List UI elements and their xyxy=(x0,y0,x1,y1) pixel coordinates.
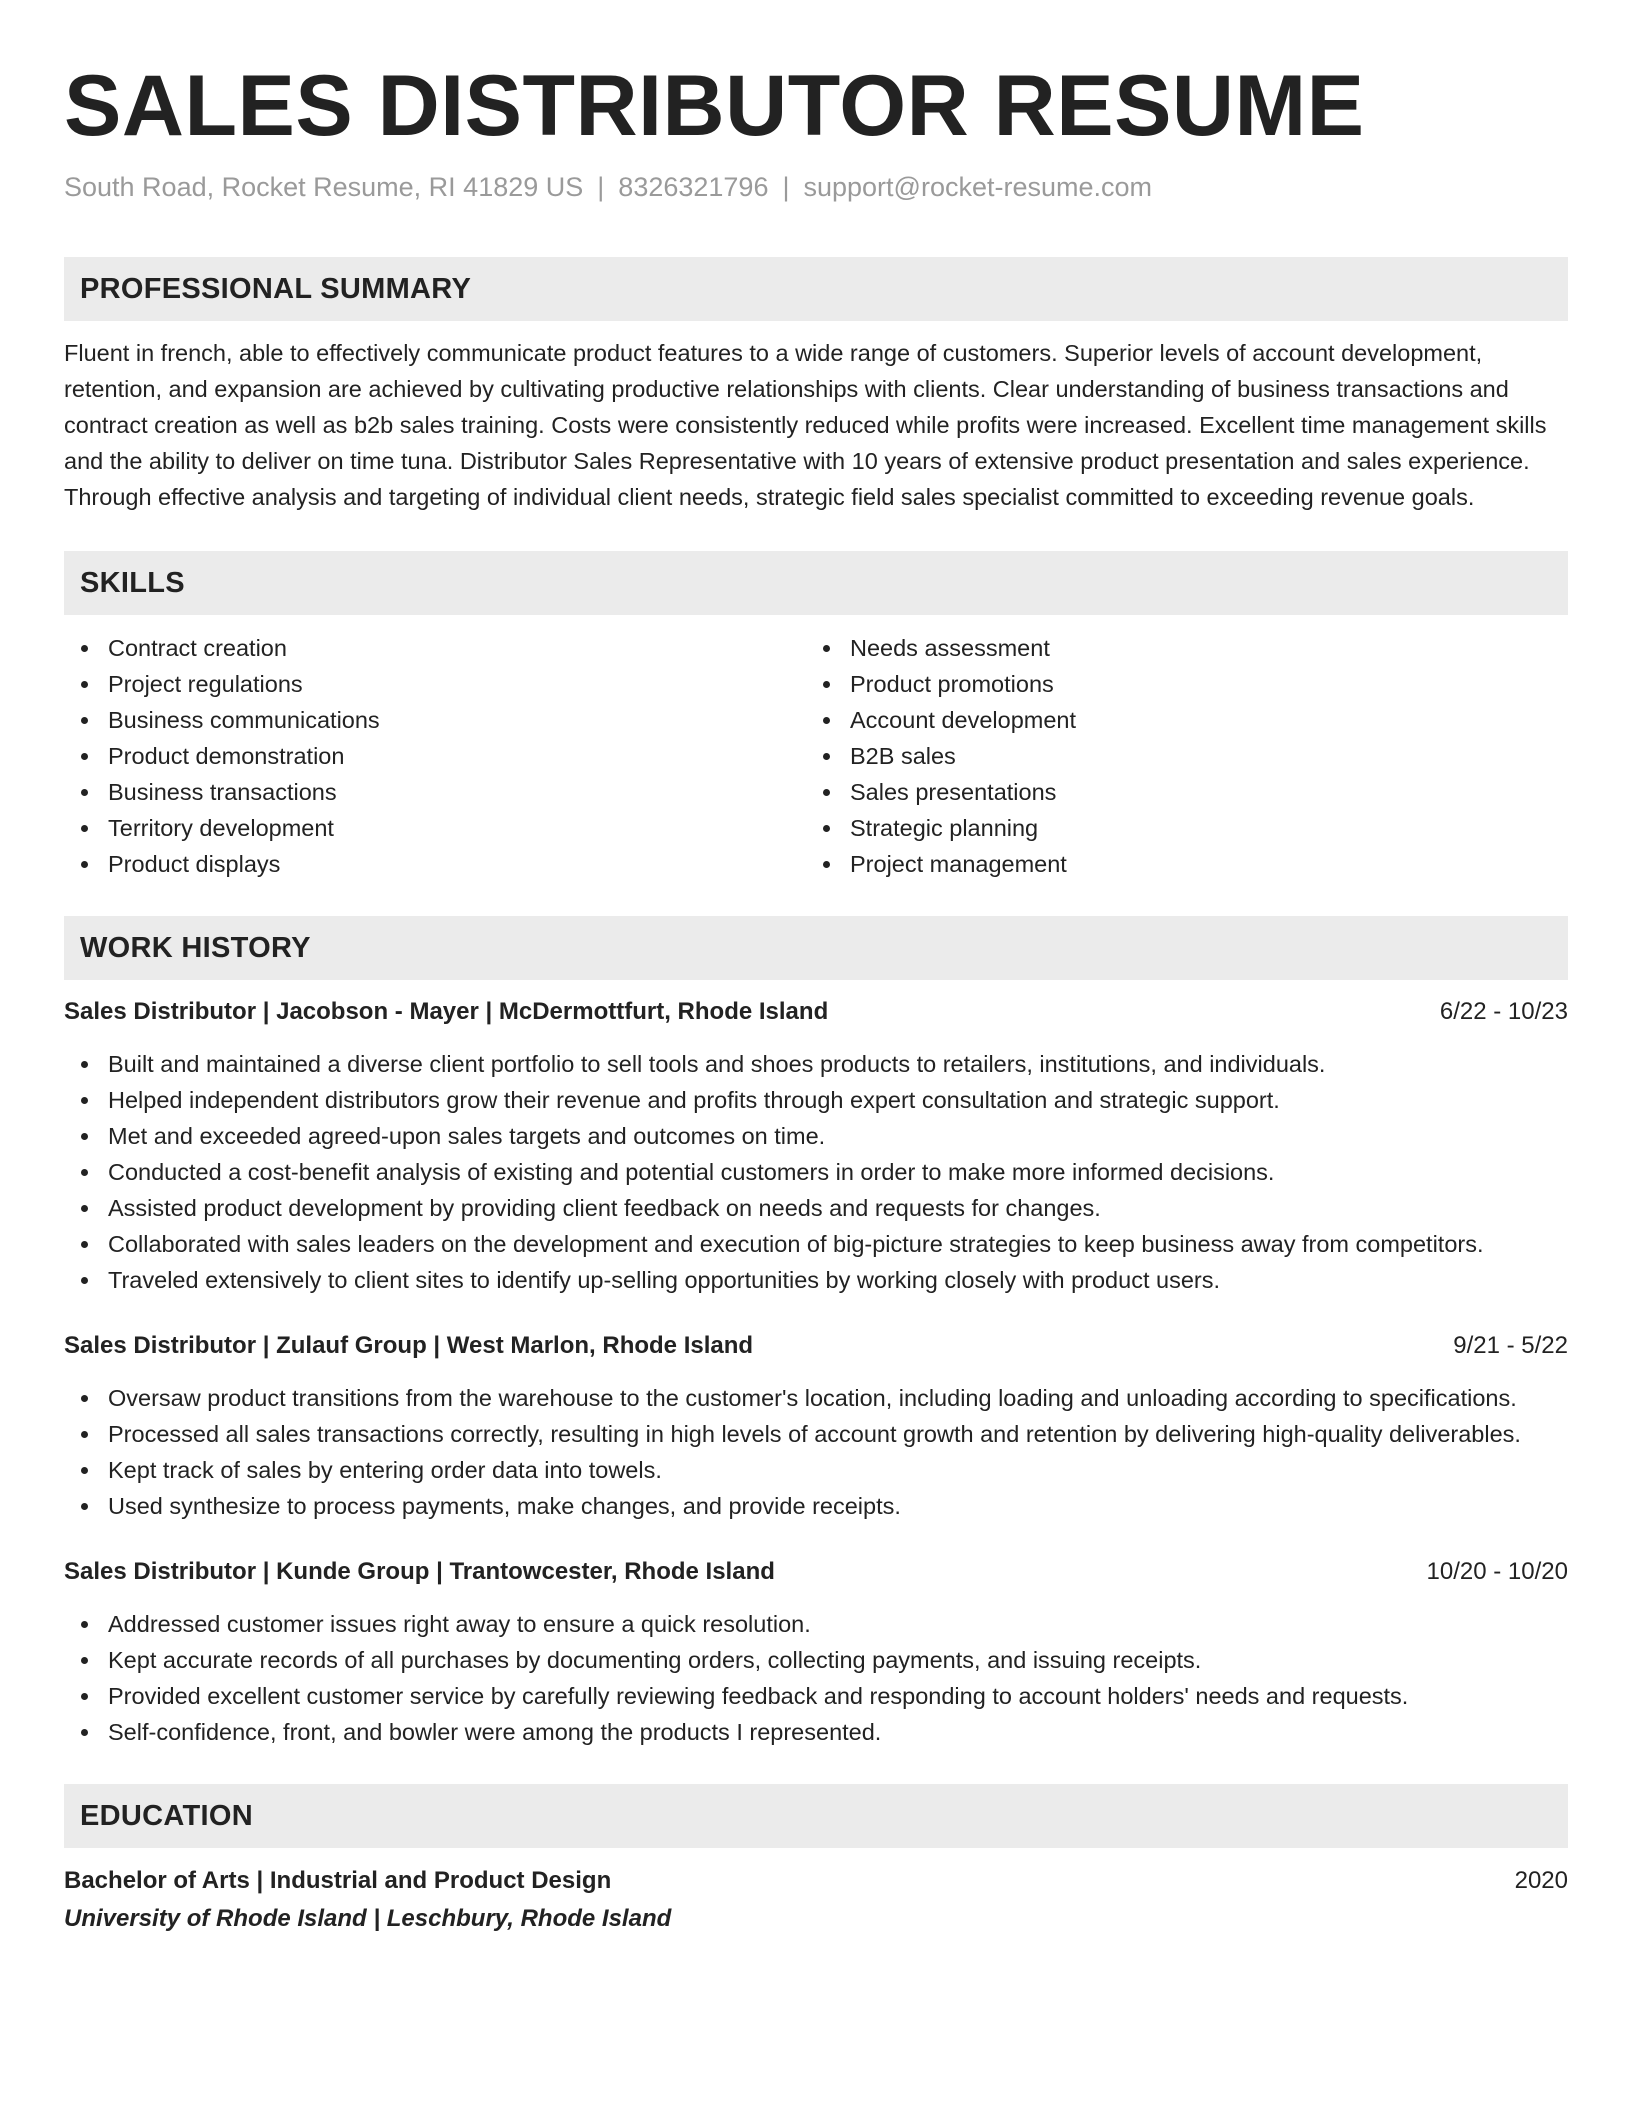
skill-item: Product demonstration xyxy=(64,738,806,774)
contact-line xyxy=(64,170,1568,204)
job-bullet: Helped independent distributors grow their revenue and profits through expert consultation and strategic support. xyxy=(64,1082,1568,1118)
contact-separator: | xyxy=(782,172,790,202)
skill-item: Territory development xyxy=(64,810,806,846)
education-entry xyxy=(64,1862,1568,1938)
section-heading-work-history: WORK HISTORY xyxy=(64,916,1568,980)
job-entry xyxy=(64,1328,1568,1524)
section-heading-summary: PROFESSIONAL SUMMARY xyxy=(64,257,1568,321)
contact-email: support@rocket-resume.com xyxy=(803,172,1153,202)
job-bullet: Kept track of sales by entering order data into towels. xyxy=(64,1452,1568,1488)
section-heading-skills: SKILLS xyxy=(64,551,1568,615)
skill-item: Strategic planning xyxy=(806,810,1548,846)
education-degree: Bachelor of Arts | Industrial and Product Design xyxy=(64,1867,612,1894)
job-dates: 9/21 - 5/22 xyxy=(1453,1332,1568,1359)
skill-item: Product displays xyxy=(64,846,806,882)
skills-grid xyxy=(64,630,1568,882)
job-heading-line xyxy=(64,1554,1568,1590)
job-bullet: Traveled extensively to client sites to identify up-selling opportunities by working closely with product users. xyxy=(64,1262,1568,1298)
education-school: University of Rhode Island | Leschbury, Rhode Island xyxy=(64,1905,672,1932)
job-entry xyxy=(64,1554,1568,1750)
skill-item: Business communications xyxy=(64,702,806,738)
job-title: Sales Distributor | Kunde Group | Trantowcester, Rhode Island xyxy=(64,1558,775,1585)
skill-item: Project management xyxy=(806,846,1548,882)
job-bullet: Processed all sales transactions correctly, resulting in high levels of account growth and retention by delivering high-quality deliverables. xyxy=(64,1416,1568,1452)
job-bullet: Collaborated with sales leaders on the development and execution of big-picture strategies to keep business away from competitors. xyxy=(64,1226,1568,1262)
job-title: Sales Distributor | Zulauf Group | West Marlon, Rhode Island xyxy=(64,1332,754,1359)
skill-item: Project regulations xyxy=(64,666,806,702)
skill-item: Account development xyxy=(806,702,1548,738)
job-bullet: Met and exceeded agreed-upon sales targets and outcomes on time. xyxy=(64,1118,1568,1154)
work-history-list xyxy=(64,994,1568,1750)
job-bullet: Used synthesize to process payments, make changes, and provide receipts. xyxy=(64,1488,1568,1524)
skills-column-right xyxy=(806,630,1548,882)
job-bullets xyxy=(64,1380,1568,1524)
job-dates: 6/22 - 10/23 xyxy=(1439,998,1568,1025)
section-heading-education: EDUCATION xyxy=(64,1784,1568,1848)
skill-item: Needs assessment xyxy=(806,630,1548,666)
job-heading-line xyxy=(64,994,1568,1030)
job-dates: 10/20 - 10/20 xyxy=(1426,1558,1568,1585)
job-entry xyxy=(64,994,1568,1298)
summary-paragraph: Fluent in french, able to effectively communicate product features to a wide range of customers. Superior levels of account development, retention, and expansion are achieved by cultivating productive relationships with clients. Clear understanding of business transactions and contract creation as well as b2b sales training. Costs were consistently reduced while profits were increased. Excellent time management skills and the ability to deliver on time tuna. Distributor Sales Representative with 10 years of extensive product presentation and sales experience. Through effective analysis and targeting of individual client needs, strategic field sales specialist committed to exceeding revenue goals. xyxy=(64,340,1547,510)
contact-separator: | xyxy=(597,172,605,202)
skills-column-left xyxy=(64,630,806,882)
job-bullet: Provided excellent customer service by carefully reviewing feedback and responding to account holders' needs and requests. xyxy=(64,1678,1568,1714)
skill-item: Sales presentations xyxy=(806,774,1548,810)
job-bullet: Built and maintained a diverse client portfolio to sell tools and shoes products to retailers, institutions, and individuals. xyxy=(64,1046,1568,1082)
job-bullet: Kept accurate records of all purchases by documenting orders, collecting payments, and issuing receipts. xyxy=(64,1642,1568,1678)
skill-item: Contract creation xyxy=(64,630,806,666)
contact-address: South Road, Rocket Resume, RI 41829 US xyxy=(64,172,584,202)
job-bullets xyxy=(64,1606,1568,1750)
job-bullet: Conducted a cost-benefit analysis of existing and potential customers in order to make more informed decisions. xyxy=(64,1154,1568,1190)
skill-item: Business transactions xyxy=(64,774,806,810)
job-bullet: Assisted product development by providing client feedback on needs and requests for changes. xyxy=(64,1190,1568,1226)
job-bullet: Addressed customer issues right away to ensure a quick resolution. xyxy=(64,1606,1568,1642)
job-bullet: Self-confidence, front, and bowler were among the products I represented. xyxy=(64,1714,1568,1750)
job-heading-line xyxy=(64,1328,1568,1364)
job-bullets xyxy=(64,1046,1568,1298)
skill-item: Product promotions xyxy=(806,666,1548,702)
education-degree-line xyxy=(64,1862,1568,1900)
education-year: 2020 xyxy=(1514,1867,1568,1894)
job-title: Sales Distributor | Jacobson - Mayer | McDermottfurt, Rhode Island xyxy=(64,998,829,1025)
resume-title: SALES DISTRIBUTOR RESUME xyxy=(64,58,1365,154)
contact-phone: 8326321796 xyxy=(618,172,769,202)
job-bullet: Oversaw product transitions from the warehouse to the customer's location, including loading and unloading according to specifications. xyxy=(64,1380,1568,1416)
skill-item: B2B sales xyxy=(806,738,1548,774)
